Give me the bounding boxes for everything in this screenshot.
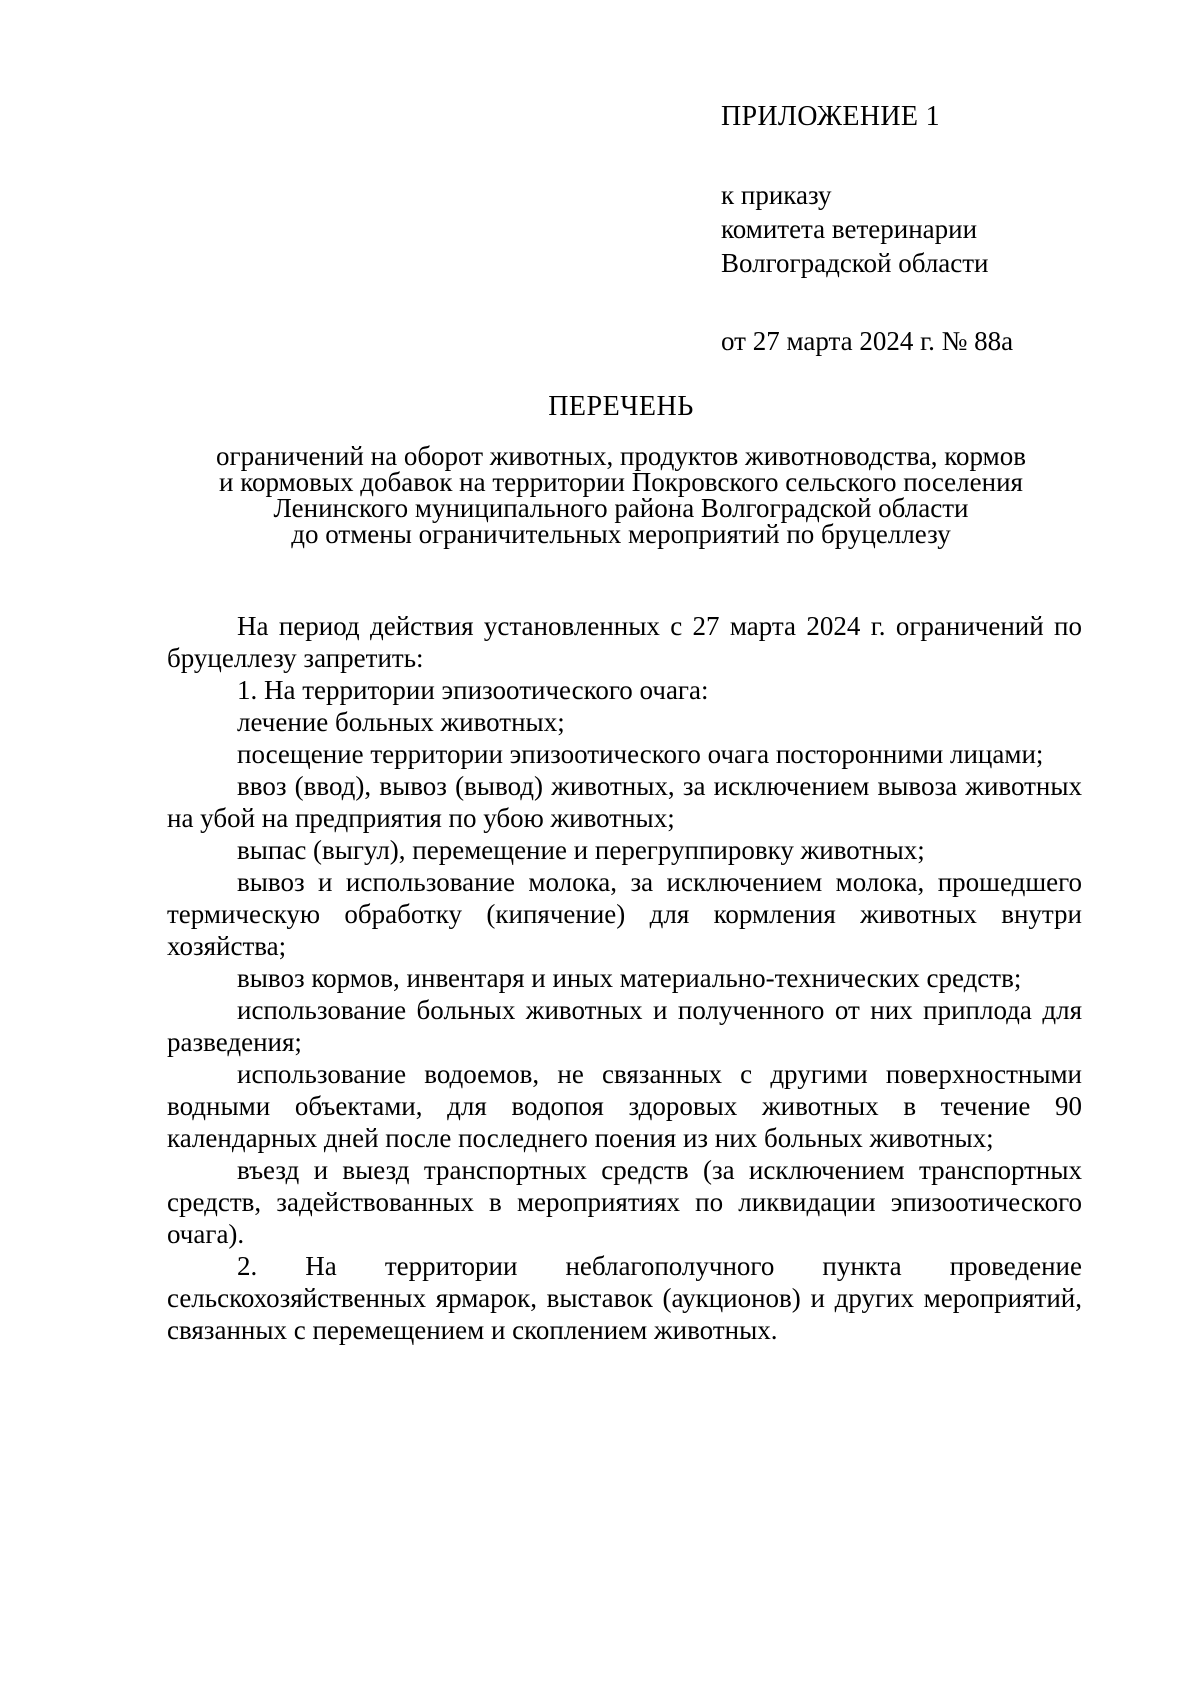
item-1-point: вывоз и использование молока, за исключением молока, прошедшего термическую обработку (кипячение) для кормления животных внутри хозяйства; — [167, 867, 1082, 961]
subtitle-line: до отмены ограничительных мероприятий по бруцеллезу — [291, 519, 951, 549]
appendix-title: ПРИЛОЖЕНИЕ 1 — [721, 101, 940, 132]
subtitle-line: Ленинского муниципального района Волгоградской области — [273, 493, 969, 523]
item-2-paragraph: 2. На территории неблагополучного пункта проведение сельскохозяйственных ярмарок, выставок (аукционов) и других мероприятий, связанных с перемещением и скоплением животных. — [167, 1251, 1082, 1345]
item-1-point: использование водоемов, не связанных с другими поверхностными водными объектами, для водопоя здоровых животных в течение 90 календарных дней после последнего поения из них больных животных; — [167, 1059, 1082, 1153]
appendix-line-order: к приказу — [721, 180, 832, 210]
item-1-point: выпас (выгул), перемещение и перегруппировку животных; — [237, 835, 925, 865]
intro-paragraph: На период действия установленных с 27 марта 2024 г. ограничений по бруцеллезу запретить: — [167, 611, 1082, 673]
subtitle-line: ограничений на оборот животных, продуктов животноводства, кормов — [216, 441, 1026, 471]
item-1-point: вывоз кормов, инвентаря и иных материально-технических средств; — [237, 963, 1022, 993]
appendix-line-region: Волгоградской области — [721, 248, 989, 278]
appendix-header — [721, 100, 1161, 358]
document-subtitle — [160, 443, 1082, 547]
subtitle-line: и кормовых добавок на территории Покровского сельского поселения — [219, 467, 1023, 497]
item-1-point: посещение территории эпизоотического очага посторонними лицами; — [237, 739, 1044, 769]
appendix-line-committee: комитета ветеринарии — [721, 214, 978, 244]
document-body — [167, 610, 1082, 1346]
item-1-point: лечение больных животных; — [237, 707, 565, 737]
item-1-point: ввоз (ввод), вывоз (вывод) животных, за исключением вывоза животных на убой на предприятия по убою животных; — [167, 771, 1082, 833]
item-1-heading: 1. На территории эпизоотического очага: — [237, 675, 709, 705]
item-1-point: использование больных животных и полученного от них приплода для разведения; — [167, 995, 1082, 1057]
appendix-date: от 27 марта 2024 г. № 88а — [721, 326, 1014, 356]
item-1-point: въезд и выезд транспортных средств (за исключением транспортных средств, задействованных в мероприятиях по ликвидации эпизоотического очага). — [167, 1155, 1082, 1249]
document-title: ПЕРЕЧЕНЬ — [548, 391, 694, 422]
